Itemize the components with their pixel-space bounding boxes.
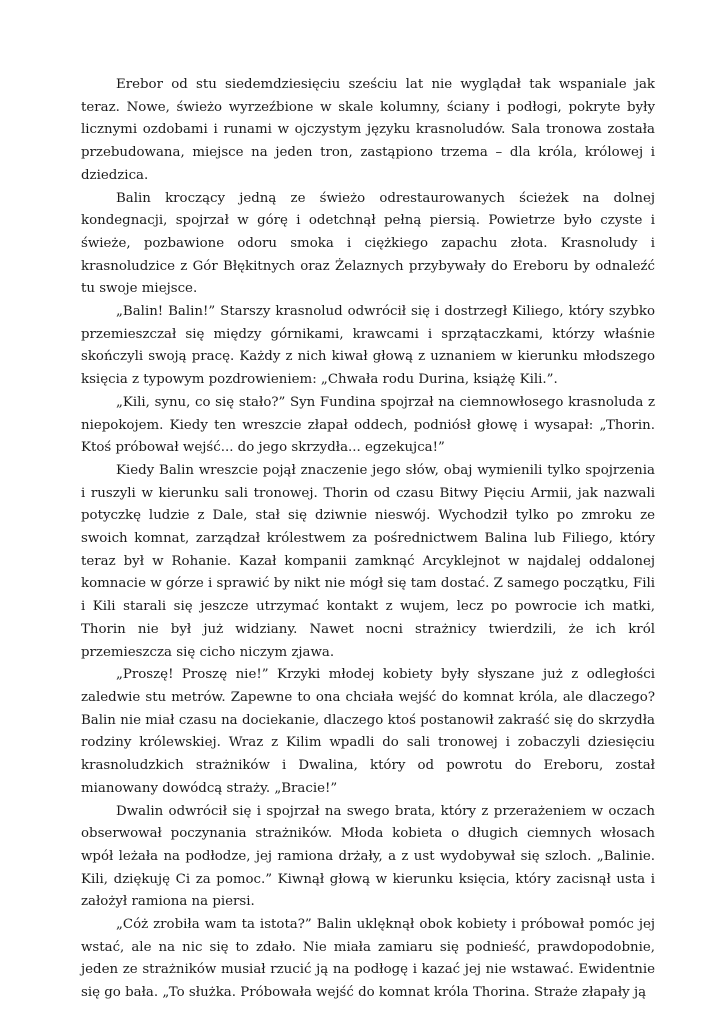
paragraph: „Cóż zrobiła wam ta istota?” Balin uklęknął obok kobiety i próbował pomóc jej wstać, ale na nic się to zdało. Nie miała zamiaru się podnieść, prawdopodobnie, jeden ze strażników musiał rzucić ją na podłogę i kazać jej nie wstawać. Ewidentnie się go bała. „To służka. Próbowała wejść do komnat króla Thorina. Straże złapały ją [81,917,655,1001]
paragraph: Balin kroczący jedną ze świeżo odrestaurowanych ścieżek na dolnej kondegnacji, spojrzał w górę i odetchnął pełną piersią. Powietrze było czyste i świeże, pozbawione odoru smoka i ciężkiego zapachu złota. Krasnoludy i krasnoludzice z Gór Błękitnych oraz Żelaznych przybywały do Ereboru by odnaleźć tu swoje miejsce. [81,190,655,297]
paragraph: Erebor od stu siedemdziesięciu sześciu lat nie wyglądał tak wspaniale jak teraz. Nowe, świeżo wyrzeźbione w skale kolumny, ściany i podłogi, pokryte były licznymi ozdobami i runami w ojczystym języku krasnoludów. Sala tronowa została przebudowana, miejsce na jeden tron, zastąpiono trzema – dla króla, królowej i dziedzica. [81,77,655,183]
paragraph: Kiedy Balin wreszcie pojął znaczenie jego słów, obaj wymienili tylko spojrzenia i ruszyli w kierunku sali tronowej. Thorin od czasu Bitwy Pięciu Armii, jak nazwali potyczkę ludzie z Dale, stał się dziwnie nieswój. Wychodził tylko po zmroku ze swoich komnat, zarządzał królestwem za pośrednictwem Balina lub Filiego, który teraz był w Rohanie. Kazał kompanii zamknąć Arcyklejnot w najdalej oddalonej komnacie w górze i sprawić by nikt nie mógł się tam dostać. Z samego początku, Fili i Kili starali się jeszcze utrzymać kontakt z wujem, lecz po powrocie ich matki, Thorin nie był już widziany. Nawet nocni strażnicy twierdzili, że ich król przemieszcza się cicho niczym zjawa. [81,462,655,660]
document-body [81,74,655,1005]
paragraph: Dwalin odwrócił się i spojrzał na swego brata, który z przerażeniem w oczach obserwował poczynania strażników. Młoda kobieta o długich ciemnych włosach wpół leżała na podłodze, jej ramiona drżały, a z ust wydobywał się szloch. „Balinie. Kili, dziękuję Ci za pomoc.” Kiwnął głową w kierunku księcia, który zacisnął usta i założył ramiona na piersi. [81,803,655,910]
paragraph: „Proszę! Proszę nie!” Krzyki młodej kobiety były słyszane już z odległości zaledwie stu metrów. Zapewne to ona chciała wejść do komnat króla, ale dlaczego? Balin nie miał czasu na dociekanie, dlaczego ktoś postanowił zakraść się do skrzydła rodziny królewskiej. Wraz z Kilim wpadli do sali tronowej i zobaczyli dziesięciu krasnoludzkich strażników i Dwalina, który od powrotu do Ereboru, został mianowany dowódcą straży. „Bracie!” [81,667,655,796]
paragraph: „Balin! Balin!” Starszy krasnolud odwrócił się i dostrzegł Kiliego, który szybko przemieszczał się między górnikami, krawcami i sprzątaczkami, którzy właśnie skończyli swoją pracę. Każdy z nich kiwał głową z uznaniem w kierunku młodszego księcia z typowym pozdrowieniem: „Chwała rodu Durina, książę Kili.”. [81,304,655,388]
paragraph: „Kili, synu, co się stało?” Syn Fundina spojrzał na ciemnowłosego krasnoluda z niepokojem. Kiedy ten wreszcie złapał oddech, podniósł głowę i wysapał: „Thorin. Ktoś próbował wejść... do jego skrzydła... egzekujca!” [81,394,655,456]
